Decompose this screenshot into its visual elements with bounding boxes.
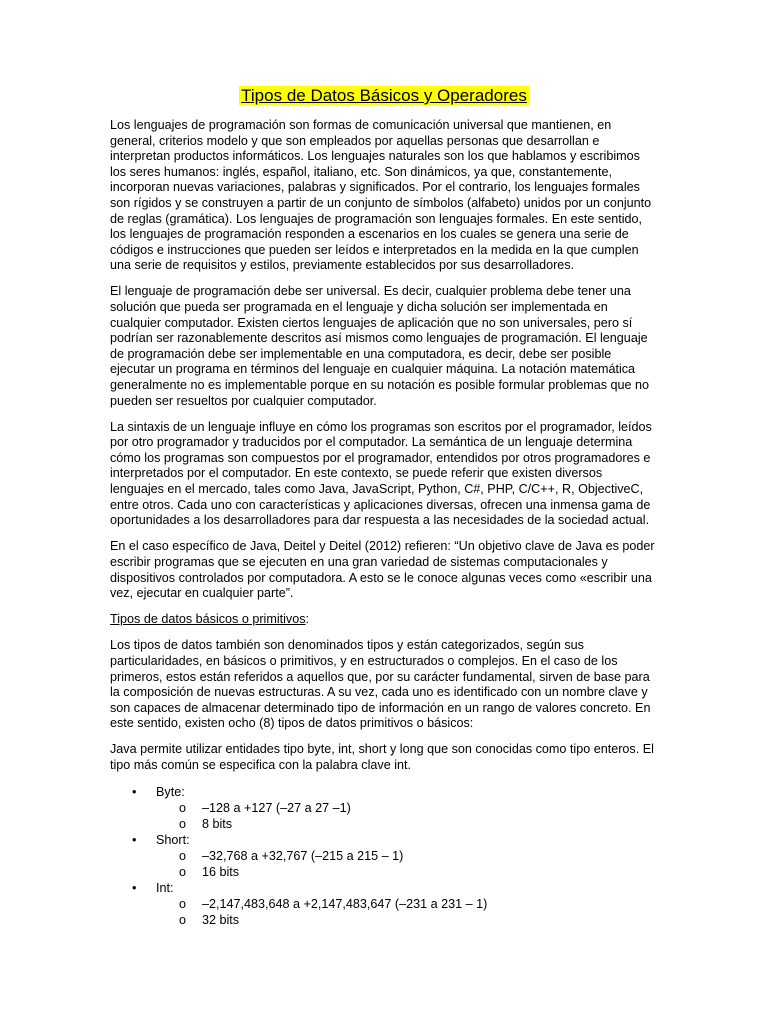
type-label: Int:: [156, 881, 174, 896]
type-bits: 8 bits: [202, 817, 233, 832]
type-label: Short:: [156, 833, 190, 848]
sub-list: [156, 896, 658, 928]
sub-list: [156, 800, 658, 832]
type-range: –128 a +127 (–27 a 27 –1): [202, 801, 351, 816]
section-paragraph: Java permite utilizar entidades tipo byte, int, short y long que son conocidas como tipo enteros. El tipo más común se especifica con la palabra clave int.: [110, 742, 654, 772]
sub-bullet-icon: o: [179, 913, 187, 928]
sub-bullet-icon: o: [179, 849, 187, 864]
type-bits: 32 bits: [202, 913, 240, 928]
type-bits: 16 bits: [202, 865, 240, 880]
body-paragraph: El lenguaje de programación debe ser universal. Es decir, cualquier problema debe tener una solución que pueda ser programada en el lenguaje y dicha solución ser implementada en cualquier computador. Existen ciertos lenguajes de aplicación que no son universales, pero sí podrían ser razonablemente descritos así mismos como lenguajes de programación. El lenguaje de programación debe ser implementable en una computadora, es decir, debe ser posible ejecutar un programa en términos del lenguaje en cualquier máquina. La notación matemática generalmente no es implementable porque en su notación es posible formular problemas que no pueden ser resueltos por cualquier computador.: [110, 284, 650, 408]
sub-bullet-icon: o: [179, 897, 187, 912]
sub-list-item: [156, 816, 658, 832]
section-paragraph: Los tipos de datos también son denominados tipos y están categorizados, según sus particularidades, en básicos o primitivos, y en estructurados o complejos. En el caso de los primeros, estos están referidos a aquellos que, por su carácter fundamental, sirven de base para la composición de nuevas estructuras. A su vez, cada uno es identificado con un nombre clave y son capaces de almacenar determinado tipo de información en un rango de valores concreto. En este sentido, existen ocho (8) tipos de datos primitivos o básicos:: [110, 638, 651, 731]
sub-list-item: [156, 896, 658, 912]
data-type-list: [110, 784, 658, 928]
section-heading: Tipos de datos básicos o primitivos: [110, 612, 306, 627]
type-range: –2,147,483,648 a +2,147,483,647 (–231 a 231 – 1): [202, 897, 488, 912]
bullet-icon: •: [132, 833, 137, 848]
sub-bullet-icon: o: [179, 865, 187, 880]
sub-list: [156, 848, 658, 880]
bullet-icon: •: [132, 881, 137, 896]
sub-bullet-icon: o: [179, 801, 187, 816]
list-item-byte: [110, 784, 658, 832]
page-title: Tipos de Datos Básicos y Operadores: [241, 86, 527, 105]
body-paragraph: Los lenguajes de programación son formas de comunicación universal que mantienen, en general, criterios modelo y que son empleados por aquellas personas que desarrollan e interpretan productos informáticos. Los lenguajes naturales son los que hablamos y escribimos los seres humanos: inglés, español, italiano, etc. Son dinámicos, ya que, constantemente, incorporan nuevas variaciones, palabras y significados. Por el contrario, los lenguajes formales son rígidos y se construyen a partir de un conjunto de símbolos (alfabeto) unidos por un conjunto de reglas (gramática). Los lenguajes de programación son lenguajes formales. En este sentido, los lenguajes de programación responden a escenarios en los cuales se genera una serie de códigos e instrucciones que pueden ser leídos e interpretados en la medida en la que cumplen una serie de requisitos y estilos, previamente establecidos por sus desarrolladores.: [110, 118, 652, 273]
type-label: Byte:: [156, 785, 185, 800]
list-item-short: [110, 832, 658, 880]
bullet-icon: •: [132, 785, 137, 800]
sub-list-item: [156, 848, 658, 864]
section-heading-line: [110, 612, 658, 628]
sub-bullet-icon: o: [179, 817, 187, 832]
sub-list-item: [156, 800, 658, 816]
title-block: [110, 86, 658, 107]
section-heading-colon: :: [305, 612, 310, 627]
body-paragraph: La sintaxis de un lenguaje influye en cómo los programas son escritos por el programador, leídos por otro programador y traducidos por el computador. La semántica de un lenguaje determina cómo los programas son compuestos por el programador, entendidos por otros programadores e interpretados por el computador. En este contexto, se puede referir que existen diversos lenguajes en el mercado, tales como Java, JavaScript, Python, C#, PHP, C/C++, R, ObjectiveC, entre otros. Cada uno con características y aplicaciones diversas, ofrecen una inmensa gama de oportunidades a los desarrolladores para dar respuesta a las necesidades de la sociedad actual.: [110, 419, 652, 528]
sub-list-item: [156, 864, 658, 880]
type-range: –32,768 a +32,767 (–215 a 215 – 1): [202, 849, 404, 864]
body-paragraph: En el caso específico de Java, Deitel y Deitel (2012) refieren: “Un objetivo clave de Java es poder escribir programas que se ejecuten en una gran variedad de sistemas computacionales y dispositivos controlados por computadora. A esto se le conoce algunas veces como «escribir una vez, ejecutar en cualquier parte”.: [110, 539, 655, 601]
list-item-int: [110, 880, 658, 928]
document-page: [110, 86, 658, 928]
sub-list-item: [156, 912, 658, 928]
